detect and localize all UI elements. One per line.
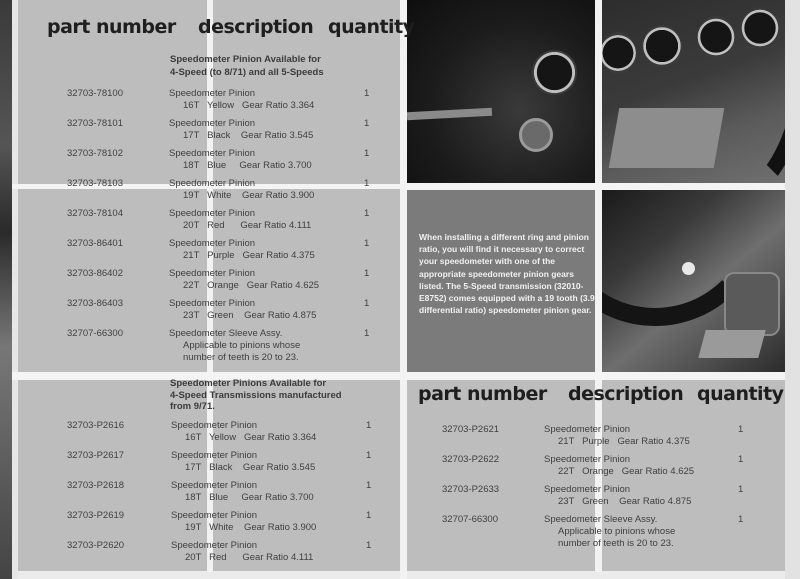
description xyxy=(544,454,694,478)
description xyxy=(169,88,314,112)
header-description: description xyxy=(198,16,314,38)
part-number: 32703-86403 xyxy=(67,298,123,309)
desc-line: 17T Black Gear Ratio 3.545 xyxy=(183,130,314,141)
quantity: 1 xyxy=(738,454,744,465)
desc-line: Speedometer Pinion xyxy=(171,420,258,431)
desc-line: 18T Blue Gear Ratio 3.700 xyxy=(183,160,312,171)
description xyxy=(544,424,690,448)
note-line: from 9/71. xyxy=(170,401,215,412)
header-part-number: part number xyxy=(418,383,547,405)
page-edge-shadow xyxy=(0,0,12,579)
part-number: 32703-P2621 xyxy=(442,424,500,435)
quantity: 1 xyxy=(738,514,744,525)
description xyxy=(169,238,315,262)
quantity: 1 xyxy=(364,88,370,99)
shifter-base-plate xyxy=(698,330,766,358)
description xyxy=(169,298,316,322)
info-box xyxy=(407,190,595,374)
desc-line: 16T Yellow Gear Ratio 3.364 xyxy=(185,432,317,443)
note-line: Speedometer Pinion Available for xyxy=(170,54,321,65)
desc-line: number of teeth is 20 to 23. xyxy=(558,538,674,549)
description xyxy=(171,540,313,564)
desc-line: 19T White Gear Ratio 3.900 xyxy=(183,190,315,201)
note-line: 4-Speed Transmissions manufactured xyxy=(170,389,342,401)
quantity: 1 xyxy=(366,420,372,431)
page-edge xyxy=(400,0,407,579)
steering-hub xyxy=(519,118,553,152)
description xyxy=(171,480,314,504)
description xyxy=(169,118,313,142)
desc-line: Speedometer Pinion xyxy=(544,424,631,435)
part-number: 32703-78103 xyxy=(67,178,123,189)
description xyxy=(544,484,691,508)
description xyxy=(169,268,319,292)
desc-line: Speedometer Pinion xyxy=(169,268,256,279)
desc-line: Speedometer Pinion xyxy=(169,178,256,189)
desc-line: Speedometer Pinion xyxy=(544,484,631,495)
part-number: 32703-P2633 xyxy=(442,484,500,495)
desc-line: 22T Orange Gear Ratio 4.625 xyxy=(558,466,695,477)
console-light xyxy=(682,262,695,275)
part-number: 32703-86402 xyxy=(67,268,123,279)
description xyxy=(171,510,316,534)
quantity: 1 xyxy=(364,178,370,189)
instrument-cluster-photo xyxy=(602,0,785,183)
part-number: 32703-86401 xyxy=(67,238,123,249)
part-number: 32703-P2616 xyxy=(67,420,125,431)
desc-line: Speedometer Pinion xyxy=(169,148,256,159)
part-number: 32703-P2618 xyxy=(67,480,125,491)
info-text: When installing a different ring and pinion ratio, you will find it necessary to correct your speedometer with one of the appropriate speedometer pinion gears listed. The 5-Speed transmission (32010-E8752) comes equipped with a 19 tooth (3.9 differential ratio) speedometer pinion gear. xyxy=(419,232,595,316)
desc-line: Speedometer Pinion xyxy=(544,454,631,465)
desc-line: Speedometer Pinion xyxy=(169,118,256,129)
desc-line: Applicable to pinions whose xyxy=(183,340,301,351)
quantity: 1 xyxy=(364,328,370,339)
desc-line: 22T Orange Gear Ratio 4.625 xyxy=(183,280,320,291)
note-line: 4-Speed (to 8/71) and all 5-Speeds xyxy=(170,67,324,78)
shifter-console-photo xyxy=(602,190,785,374)
desc-line: 21T Purple Gear Ratio 4.375 xyxy=(183,250,315,261)
quantity: 1 xyxy=(366,510,372,521)
part-number: 32703-78100 xyxy=(67,88,123,99)
desc-line: 17T Black Gear Ratio 3.545 xyxy=(185,462,316,473)
gauge-icon xyxy=(532,50,577,95)
desc-line: 23T Green Gear Ratio 4.875 xyxy=(558,496,692,507)
note-line: Speedometer Pinions Available for xyxy=(170,378,327,389)
desc-line: number of teeth is 20 to 23. xyxy=(183,352,299,363)
description xyxy=(169,148,312,172)
desc-line: Speedometer Pinion xyxy=(169,298,256,309)
desc-line: 20T Red Gear Ratio 4.111 xyxy=(183,220,312,231)
description xyxy=(171,420,316,444)
desc-line: 20T Red Gear Ratio 4.111 xyxy=(185,552,314,563)
part-number: 32703-78104 xyxy=(67,208,123,219)
part-number: 32703-P2620 xyxy=(67,540,125,551)
desc-line: 16T Yellow Gear Ratio 3.364 xyxy=(183,100,315,111)
part-number: 32703-P2619 xyxy=(67,510,125,521)
desc-line: Speedometer Pinion xyxy=(171,450,258,461)
quantity: 1 xyxy=(738,424,744,435)
quantity: 1 xyxy=(364,118,370,129)
section-note xyxy=(170,53,324,79)
desc-line: Speedometer Pinion xyxy=(169,88,256,99)
part-number: 32703-P2617 xyxy=(67,450,125,461)
header-quantity: quantity xyxy=(328,16,415,38)
header-quantity: quantity xyxy=(697,383,784,405)
header-description: description xyxy=(568,383,684,405)
part-number: 32703-78101 xyxy=(67,118,123,129)
desc-line: Applicable to pinions whose xyxy=(558,526,676,537)
quantity: 1 xyxy=(364,298,370,309)
desc-line: Speedometer Sleeve Assy. xyxy=(544,514,658,525)
quantity: 1 xyxy=(364,208,370,219)
quantity: 1 xyxy=(364,238,370,249)
dashboard-gauge-photo xyxy=(407,0,595,183)
shifter-knob xyxy=(724,272,780,336)
part-number: 32707-66300 xyxy=(442,514,498,525)
quantity: 1 xyxy=(366,540,372,551)
description xyxy=(544,514,675,550)
part-number: 32703-P2622 xyxy=(442,454,500,465)
desc-line: Speedometer Sleeve Assy. xyxy=(169,328,283,339)
desc-line: Speedometer Pinion xyxy=(171,480,258,491)
header-part-number: part number xyxy=(47,16,176,38)
desc-line: 21T Purple Gear Ratio 4.375 xyxy=(558,436,690,447)
steering-spoke xyxy=(407,108,492,120)
quantity: 1 xyxy=(364,268,370,279)
part-number: 32703-78102 xyxy=(67,148,123,159)
console-panel xyxy=(609,108,725,168)
page-edge xyxy=(785,0,800,579)
desc-line: 19T White Gear Ratio 3.900 xyxy=(185,522,317,533)
row-gap xyxy=(407,183,800,190)
quantity: 1 xyxy=(364,148,370,159)
quantity: 1 xyxy=(366,480,372,491)
quantity: 1 xyxy=(366,450,372,461)
quantity: 1 xyxy=(738,484,744,495)
description xyxy=(169,328,300,364)
desc-line: Speedometer Pinion xyxy=(169,208,256,219)
desc-line: 23T Green Gear Ratio 4.875 xyxy=(183,310,317,321)
desc-line: 18T Blue Gear Ratio 3.700 xyxy=(185,492,314,503)
description xyxy=(169,178,314,202)
section-note xyxy=(170,378,342,413)
desc-line: Speedometer Pinion xyxy=(169,238,256,249)
description xyxy=(169,208,311,232)
part-number: 32707-66300 xyxy=(67,328,123,339)
desc-line: Speedometer Pinion xyxy=(171,510,258,521)
desc-line: Speedometer Pinion xyxy=(171,540,258,551)
description xyxy=(171,450,315,474)
